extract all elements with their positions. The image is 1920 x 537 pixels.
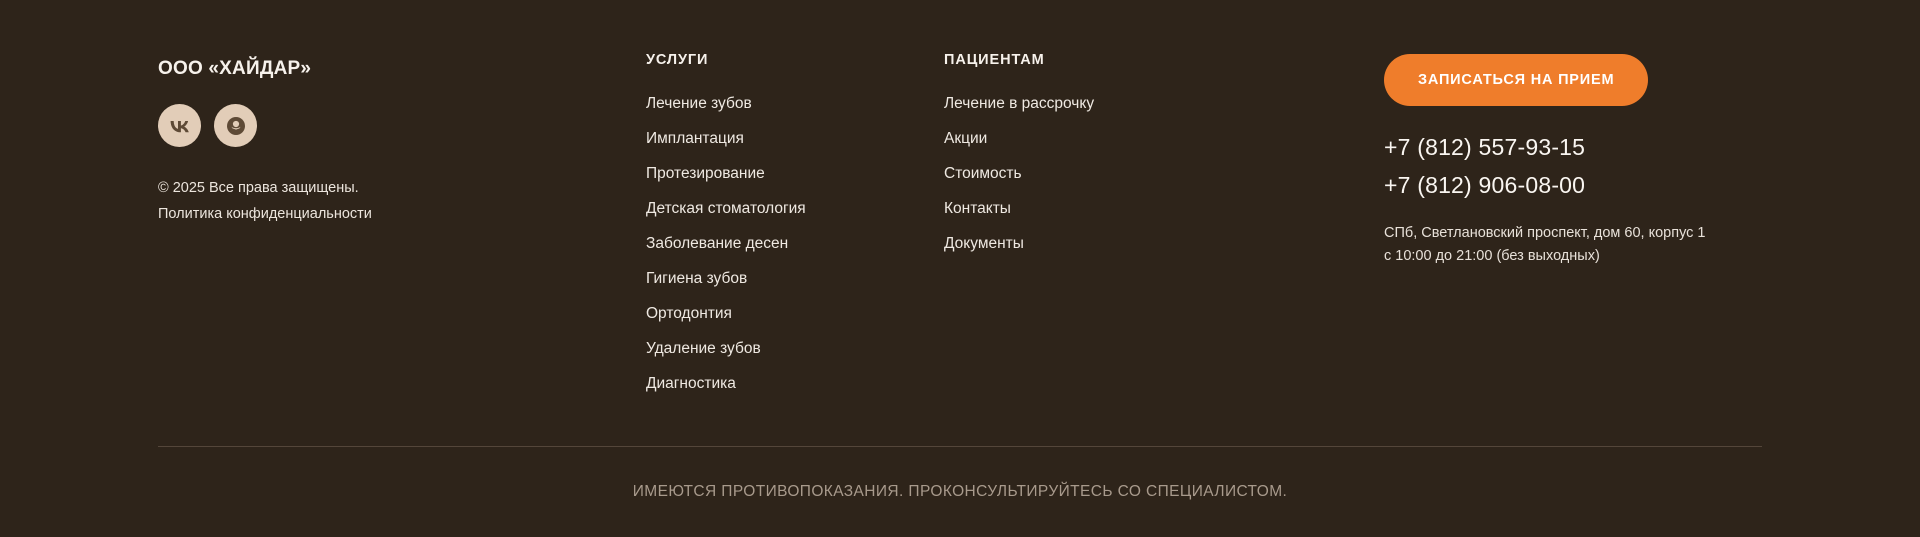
services-heading: УСЛУГИ — [646, 52, 709, 68]
footer-divider — [158, 446, 1762, 447]
footer-services-column — [646, 52, 944, 407]
footer-brand-column — [158, 52, 646, 407]
vk-icon[interactable] — [158, 104, 201, 147]
patients-list — [944, 92, 1384, 256]
copyright-text: © 2025 Все права защищены. — [158, 180, 359, 196]
privacy-policy-link[interactable]: Политика конфиденциальности — [158, 206, 372, 222]
odnoklassniki-icon[interactable] — [214, 104, 257, 147]
patients-link[interactable]: Стоимость — [944, 165, 1022, 182]
social-links — [158, 104, 646, 147]
patients-link[interactable]: Акции — [944, 130, 988, 147]
footer-patients-column — [944, 52, 1384, 407]
medical-disclaimer: ИМЕЮТСЯ ПРОТИВОПОКАЗАНИЯ. ПРОКОНСУЛЬТИРУЙТЕСЬ СО СПЕЦИАЛИСТОМ. — [632, 483, 1288, 500]
patients-link[interactable]: Контакты — [944, 200, 1011, 217]
legal-block — [158, 175, 646, 227]
patients-link[interactable]: Документы — [944, 235, 1024, 252]
service-link[interactable]: Гигиена зубов — [646, 270, 748, 287]
working-hours-text: с 10:00 до 21:00 (без выходных) — [1384, 248, 1600, 264]
list-item — [646, 162, 944, 186]
phone-link[interactable]: +7 (812) 557-93-15 — [1384, 134, 1586, 160]
phone-link[interactable]: +7 (812) 906-08-00 — [1384, 172, 1586, 198]
list-item — [646, 267, 944, 291]
phone-list — [1384, 128, 1585, 204]
list-item — [646, 302, 944, 326]
list-item — [944, 232, 1384, 256]
service-link[interactable]: Лечение зубов — [646, 95, 752, 112]
service-link[interactable]: Заболевание десен — [646, 235, 789, 252]
patients-link[interactable]: Лечение в рассрочку — [944, 95, 1095, 112]
list-item — [944, 162, 1384, 186]
service-link[interactable]: Ортодонтия — [646, 305, 732, 322]
book-appointment-button[interactable]: ЗАПИСАТЬСЯ НА ПРИЕМ — [1384, 54, 1648, 106]
list-item — [646, 127, 944, 151]
list-item — [646, 92, 944, 116]
list-item — [646, 197, 944, 221]
list-item — [944, 127, 1384, 151]
list-item — [646, 337, 944, 361]
address-block — [1384, 222, 1706, 268]
service-link[interactable]: Удаление зубов — [646, 340, 761, 357]
list-item — [646, 232, 944, 256]
service-link[interactable]: Имплантация — [646, 130, 744, 147]
list-item — [944, 197, 1384, 221]
list-item — [944, 92, 1384, 116]
services-list — [646, 92, 944, 396]
footer-contact-column — [1384, 52, 1762, 407]
list-item — [646, 372, 944, 396]
service-link[interactable]: Диагностика — [646, 375, 736, 392]
company-name: ООО «ХАЙДАР» — [158, 58, 312, 79]
patients-heading: ПАЦИЕНТАМ — [944, 52, 1045, 68]
service-link[interactable]: Детская стоматология — [646, 200, 806, 217]
service-link[interactable]: Протезирование — [646, 165, 765, 182]
address-text: СПб, Светлановский проспект, дом 60, корпус 1 — [1384, 225, 1706, 241]
